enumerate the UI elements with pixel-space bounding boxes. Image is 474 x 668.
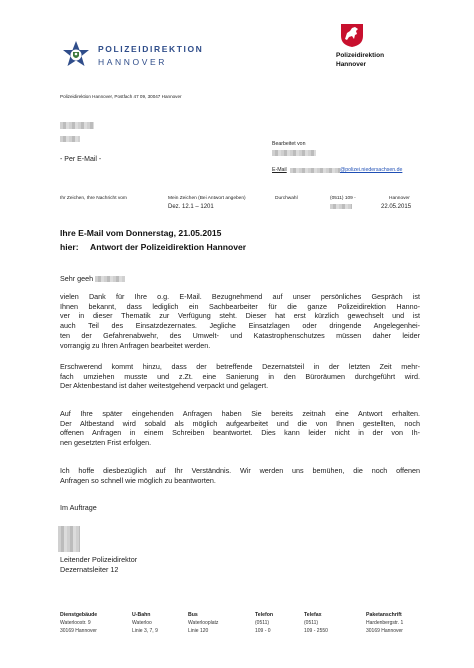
redacted-recipient-address	[60, 136, 80, 142]
body-paragraph-1	[60, 292, 420, 350]
ref-value-mein-zeichen: Dez. 12.1 – 1201	[168, 204, 214, 210]
org-subtitle: HANNOVER	[98, 57, 167, 67]
email-domain-link[interactable]: @polizei.niedersachsen.de	[340, 167, 403, 173]
right-org-line2: Hannover	[336, 61, 366, 68]
body-paragraph-4	[60, 466, 420, 485]
redacted-email-user	[290, 168, 340, 173]
ref-label-durchwahl: Durchwahl	[275, 196, 298, 201]
footer-header-building: Dienstgebäude	[60, 612, 98, 618]
salutation	[60, 274, 420, 284]
paragraph-line: vorrangig zu Ihren Anfragen bearbeitet werden.	[60, 340, 211, 350]
footer-header-parcel: Paketanschrift	[366, 612, 402, 618]
hier-label: hier:	[60, 242, 79, 252]
paragraph-line: Ich hoffe diesbezüglich auf Ihr Verständnis. Wir werden uns bemühen, die noch offenen	[60, 466, 420, 475]
ref-label-place: Hannover	[389, 196, 410, 201]
police-star-logo	[60, 40, 92, 72]
bearbeitet-label: Bearbeitet von	[272, 141, 306, 147]
body-paragraph-3	[60, 409, 420, 448]
paragraph-line: Ihnen bekannt, dass lediglich ein Sachbearbeiter für die ganze Polizeidirektion Hanno-	[60, 301, 420, 311]
footer-line: Linie 120	[188, 628, 209, 634]
ref-value-date: 22.05.2015	[381, 204, 412, 210]
paragraph-line: offenen Anfragen in einem Schreiben beantwortet. Dies kann leider nicht in der von Ih-	[60, 428, 420, 438]
paragraph-line: vielen Dank für Ihre o.g. E-Mail. Bezugnehmend auf unser persönliches Gespräch ist	[60, 292, 420, 301]
ref-label-mein-zeichen: Mein Zeichen (Bei Antwort angeben)	[168, 196, 246, 201]
footer-line: 30169 Hannover	[366, 628, 403, 634]
footer-line: 30169 Hannover	[60, 628, 97, 634]
footer-line: 109 - 0	[255, 628, 271, 634]
ref-label-ihr-zeichen: Ihr Zeichen, Ihre Nachricht vom	[60, 196, 127, 201]
paragraph-line: Erschwerend kommt hinzu, dass der betreffende Dezernatsteil in der letzten Zeit mehr-	[60, 362, 420, 371]
footer-header-bus: Bus	[188, 612, 198, 618]
redacted-officer-name	[272, 150, 316, 156]
footer-line: 109 - 2550	[304, 628, 328, 634]
paragraph-line: Der Altbestand wird sobald als möglich aufgearbeitet und die von Ihnen gestellten, noch	[60, 418, 420, 428]
signature-role-2: Dezernatsleiter 12	[60, 564, 119, 574]
body-paragraph-2	[60, 362, 420, 391]
redacted-salutation-name	[95, 276, 125, 282]
redacted-extension	[330, 204, 352, 209]
paragraph-line: auch Teil des Einsatzdezernates. Jegliche Einsatzlagen oder dringende Angelegenhei-	[60, 321, 420, 331]
closing	[60, 503, 420, 513]
paragraph-line: ver in dieser Thematik zur Verfügung steht. Dieser hat erst kürzlich gewechselt und ist	[60, 311, 420, 321]
right-org-line1: Polizeidirektion	[336, 52, 385, 59]
niedersachsen-horse-logo	[339, 22, 365, 48]
signature-block	[60, 555, 420, 574]
hier-text: Antwort der Polizeidirektion Hannover	[90, 242, 247, 252]
paragraph-line: Anfragen so schnell wie möglich zu beantworten.	[60, 475, 216, 485]
footer-line: (0511)	[304, 620, 319, 626]
footer-line: Waterloo	[132, 620, 152, 626]
sender-address-line: Polizeidirektion Hannover, Postfach 47 09, 30047 Hannover	[60, 94, 182, 99]
paragraph-line: fach umziehen musste und z.Zt. eine Sanierung in den Büroräumen durchgeführt wird.	[60, 371, 420, 381]
footer-line: Waterloostr. 9	[60, 620, 91, 626]
letter-subject: Ihre E-Mail vom Donnerstag, 21.05.2015	[60, 228, 222, 238]
footer-line: Hardenbergstr. 1	[366, 620, 404, 626]
footer-header-phone: Telefon	[255, 612, 274, 618]
footer-line: Linie 3, 7, 9	[132, 628, 158, 634]
salutation-text: Sehr geeh	[60, 274, 94, 283]
email-label: E-Mail	[272, 167, 287, 173]
footer-line: Waterlooplatz	[188, 620, 219, 626]
recipient-method: - Per E-Mail -	[60, 156, 102, 163]
signature-role-1: Leitender Polizeidirektor	[60, 555, 138, 564]
redacted-signature	[58, 526, 80, 552]
paragraph-line: ten der Gefahrenabwehr, des Umwelt- und Katastrophenschutzes müssen daher leider	[60, 330, 420, 340]
paragraph-line: Auf Ihre später eingehenden Anfragen haben Sie bereits zeitnah eine Antwort erhalten.	[60, 409, 420, 418]
footer-line: (0511)	[255, 620, 270, 626]
redacted-recipient-name	[60, 122, 94, 129]
footer-header-ubahn: U-Bahn	[132, 612, 151, 618]
ref-label-phone: (0511) 109 -	[330, 196, 356, 201]
closing-text: Im Auftrage	[60, 503, 97, 512]
footer-header-fax: Telefax	[304, 612, 322, 618]
paragraph-line: nen gesetzten Frist erfolgen.	[60, 438, 152, 448]
org-title: POLIZEIDIREKTION	[98, 44, 204, 54]
paragraph-line: Der Aktenbestand ist daher weitestgehend verpackt und gelagert.	[60, 381, 269, 391]
